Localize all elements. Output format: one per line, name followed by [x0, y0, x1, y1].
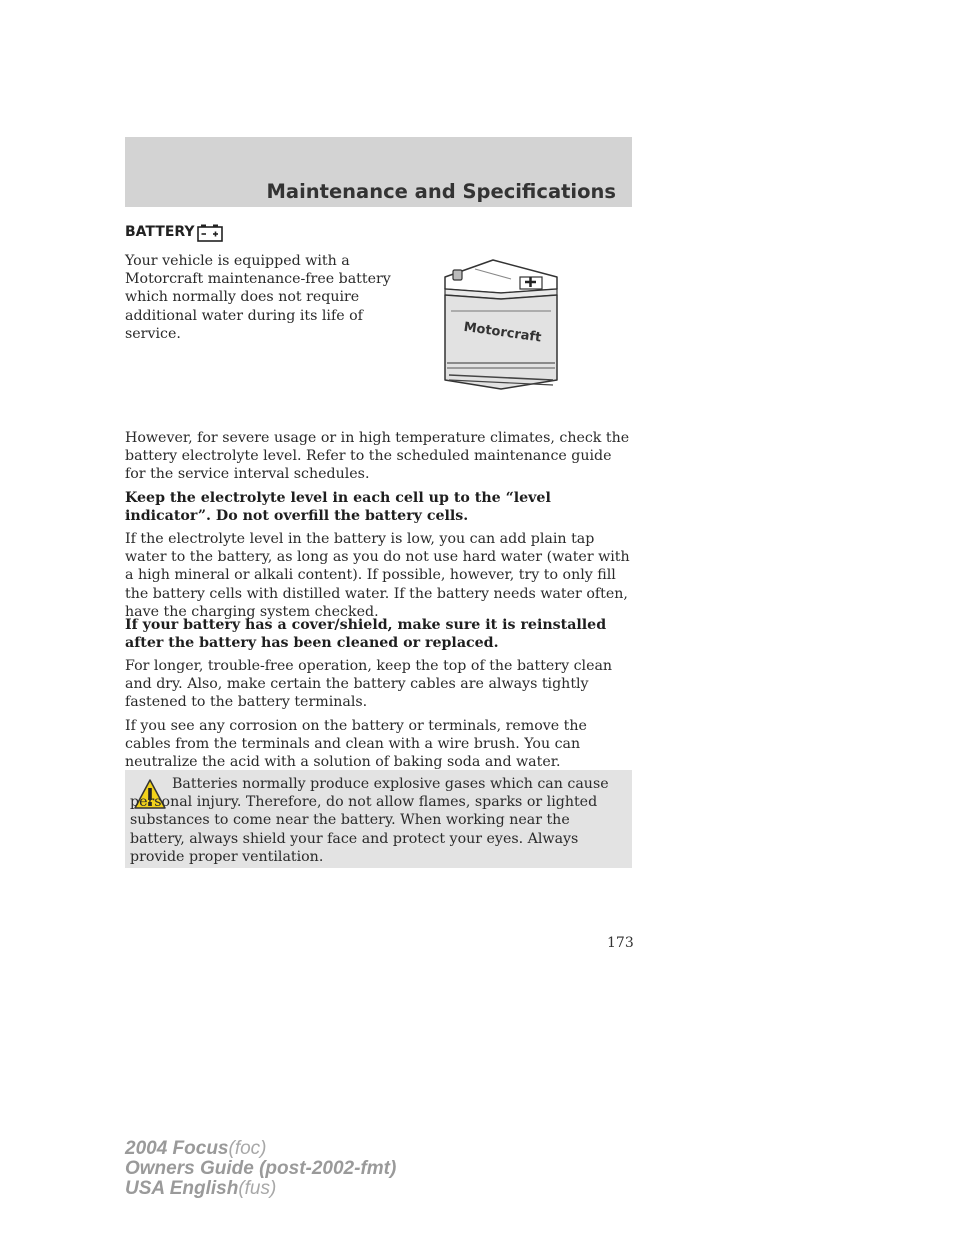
footer-guide: Owners Guide (post-2002-fmt)	[125, 1158, 397, 1179]
footer-language-code: (fus)	[238, 1178, 277, 1199]
longer-operation-paragraph: For longer, trouble-free operation, keep the top of the battery clean and dry. Also, make certain the battery cables are always tightly fastened to the battery terminals.	[125, 658, 613, 711]
section-heading	[125, 224, 223, 246]
section-heading-text: BATTERY	[125, 224, 195, 240]
corrosion-paragraph: If you see any corrosion on the battery or terminals, remove the cables from the terminals and clean with a wire brush. You can neutralize the acid with a solution of baking soda and water.	[125, 718, 587, 771]
cover-shield-paragraph: If your battery has a cover/shield, make sure it is reinstalled after the battery has been cleaned or replaced.	[125, 617, 607, 652]
footer-line-2	[125, 1159, 396, 1179]
footer-model: 2004 Focus	[125, 1138, 229, 1159]
severe-usage-paragraph: However, for severe usage or in high temperature climates, check the battery electrolyte level. Refer to the scheduled maintenance guide for the service interval schedules.	[125, 430, 630, 483]
intro-paragraph: Your vehicle is equipped with a Motorcraft maintenance-free battery which normally does not require additional water during its life of service.	[125, 253, 391, 342]
footer-line-1	[125, 1139, 396, 1159]
warning-box	[125, 770, 632, 868]
battery-icon	[197, 224, 223, 246]
page-title: Maintenance and Specifications	[266, 180, 616, 203]
warning-text: Batteries normally produce explosive gases which can cause personal injury. Therefore, do not allow flames, sparks or lighted substances to come near the battery. When working near the battery, always shield your face and protect your eyes. Always provide proper ventilation.	[130, 776, 609, 865]
footer-block	[125, 1139, 396, 1199]
keep-level-paragraph: Keep the electrolyte level in each cell up to the “level indicator”. Do not overfill the battery cells.	[125, 490, 551, 525]
page-number: 173	[607, 935, 634, 951]
header-band	[125, 137, 632, 207]
low-level-paragraph: If the electrolyte level in the battery is low, you can add plain tap water to the battery, as long as you do not use hard water (water with a high mineral or alkali content). If possible, however, try to only fill the battery cells with distilled water. If the battery needs water often, have the charging system checked.	[125, 531, 630, 620]
footer-line-3	[125, 1179, 396, 1199]
footer-model-code: (foc)	[228, 1138, 267, 1159]
battery-illustration	[435, 255, 560, 399]
footer-language: USA English	[125, 1178, 239, 1199]
battery-brand-label: Motorcraft	[462, 319, 543, 346]
